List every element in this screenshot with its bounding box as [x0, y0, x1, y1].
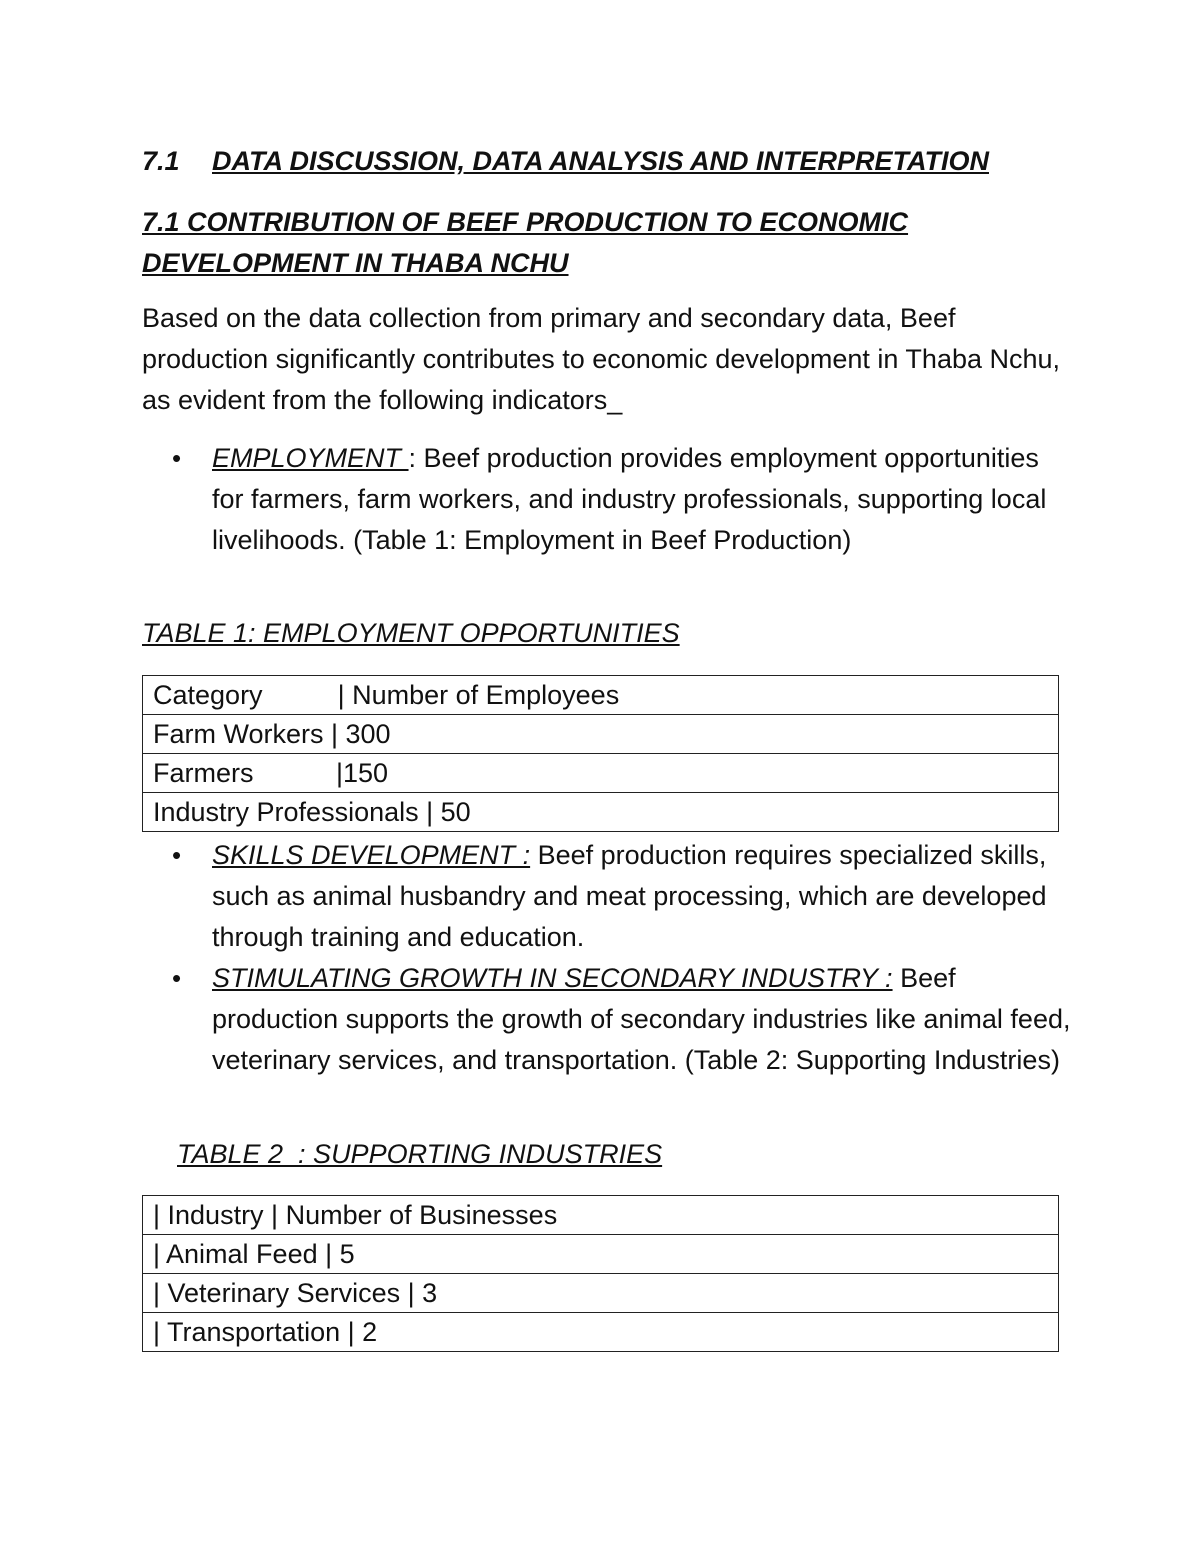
table-row [143, 1196, 1059, 1235]
bullet-label: EMPLOYMENT [212, 443, 409, 473]
table-row [143, 715, 1059, 754]
table-cell: | Animal Feed | 5 [143, 1235, 1059, 1274]
table-cell: | Industry | Number of Businesses [143, 1196, 1059, 1235]
table-row [143, 793, 1059, 832]
bullet-skills-development [172, 835, 1072, 958]
bullet-dot-icon: • [172, 840, 182, 870]
table-row [143, 1274, 1059, 1313]
table2-caption: TABLE 2 : SUPPORTING INDUSTRIES [177, 1139, 663, 1169]
table-row [143, 1235, 1059, 1274]
intro-paragraph: Based on the data collection from primary and secondary data, Beef production significantly contributes to economic development in Thaba Nchu, as evident from the following indicators_ [142, 303, 1061, 415]
bullet-dot-icon: • [172, 443, 182, 473]
table-employment [142, 675, 1059, 832]
table-row [143, 676, 1059, 715]
table1-caption: TABLE 1: EMPLOYMENT OPPORTUNITIES [142, 618, 680, 648]
bullet-text: Beef production supports the growth of secondary industries like animal feed, veterinary services, and transportation. (Table 2: Supporting Industries) [212, 963, 1071, 1075]
section-number: 7.1 [142, 146, 180, 176]
table-cell: Industry Professionals | 50 [143, 793, 1059, 832]
bullet-employment [172, 438, 1072, 561]
section-heading [142, 146, 989, 177]
table-supporting-industries [142, 1195, 1059, 1352]
table-row [143, 754, 1059, 793]
bullet-secondary-industry [172, 958, 1072, 1081]
bullet-text: Beef production requires specialized skills, such as animal husbandry and meat processing, which are developed through training and education. [212, 840, 1047, 952]
bullet-text: : Beef production provides employment opportunities for farmers, farm workers, and industry professionals, supporting local livelihoods. (Table 1: Employment in Beef Production) [212, 443, 1047, 555]
bullet-label: STIMULATING GROWTH IN SECONDARY INDUSTRY : [212, 963, 893, 993]
bullet-dot-icon: • [172, 963, 182, 993]
subsection-heading: 7.1 CONTRIBUTION OF BEEF PRODUCTION TO ECONOMIC DEVELOPMENT IN THABA NCHU [142, 207, 909, 278]
table-cell: Farm Workers | 300 [143, 715, 1059, 754]
table-cell: Category | Number of Employees [143, 676, 1059, 715]
table-cell: | Veterinary Services | 3 [143, 1274, 1059, 1313]
bullet-label: SKILLS DEVELOPMENT : [212, 840, 531, 870]
table-cell: Farmers |150 [143, 754, 1059, 793]
table-cell: | Transportation | 2 [143, 1313, 1059, 1352]
section-title: DATA DISCUSSION, DATA ANALYSIS AND INTERPRETATION [212, 146, 989, 176]
table-row [143, 1313, 1059, 1352]
